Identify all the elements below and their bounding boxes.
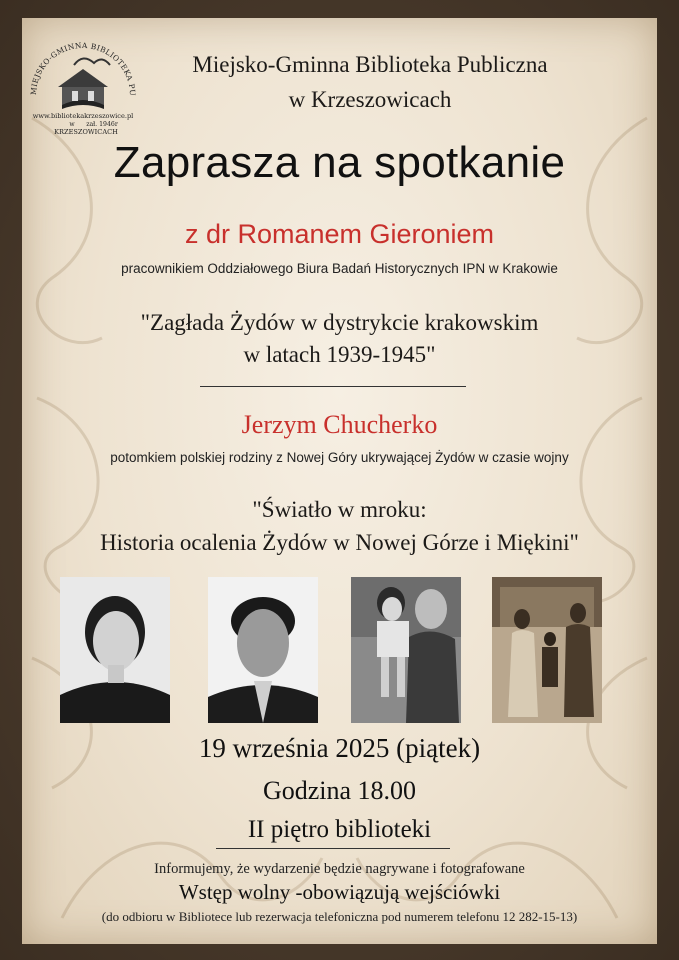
speaker1-name: z dr Romanem Gieroniem (184, 219, 495, 249)
library-name-line2: w Krzeszowicach (288, 87, 452, 112)
event-time: Godzina 18.00 (262, 776, 417, 805)
event-date: 19 września 2025 (piątek) (198, 733, 481, 763)
photo-woman-with-child (351, 577, 461, 723)
speaker1-talk-line2: w latach 1939-1945" (243, 342, 436, 367)
book-icon (58, 58, 110, 109)
entry-info: Wstęp wolny -obowiązują wejściówki (178, 880, 501, 904)
place-underline (216, 848, 450, 849)
ticket-details: (do odbioru w Bibliotece lub rezerwacja telefoniczna pod numerem telefonu 12 282-15-13) (101, 909, 578, 924)
divider (200, 386, 466, 387)
library-name-line1: Miejsko-Gminna Biblioteka Publiczna (192, 52, 548, 77)
speaker2-name: Jerzym Chucherko (241, 410, 438, 439)
speaker1-talk-line1: "Zagłada Żydów w dystrykcie krakowskim (140, 310, 539, 335)
photo-man-portrait (208, 577, 318, 723)
speaker2-talk-line1: "Światło w mroku: (252, 497, 427, 522)
logo-founded: zał. 1946r (86, 121, 118, 128)
logo-ring-text: MIEJSKO-GMINNA BIBLIOTEKA PU (28, 40, 138, 97)
library-logo (22, 25, 144, 147)
recording-notice: Informujemy, że wydarzenie będzie nagrywane i fotografowane (154, 861, 525, 877)
logo-website: www.bibliotekakrzeszowice.pl (32, 112, 134, 120)
photo-family-group (492, 577, 602, 723)
logo-town: KRZESZOWICACH (54, 128, 118, 136)
speaker2-role: potomkiem polskiej rodziny z Nowej Góry ukrywającej Żydów w czasie wojny (110, 450, 569, 465)
photo-woman-portrait (60, 577, 170, 723)
event-place: II piętro biblioteki (247, 816, 432, 843)
logo-town-prefix: w (69, 121, 75, 128)
speaker1-role: pracownikiem Oddziałowego Biura Badań Historycznych IPN w Krakowie (121, 261, 558, 276)
speaker2-talk-line2: Historia ocalenia Żydów w Nowej Górze i Miękini" (100, 530, 579, 555)
headline: Zaprasza na spotkanie (113, 138, 566, 187)
